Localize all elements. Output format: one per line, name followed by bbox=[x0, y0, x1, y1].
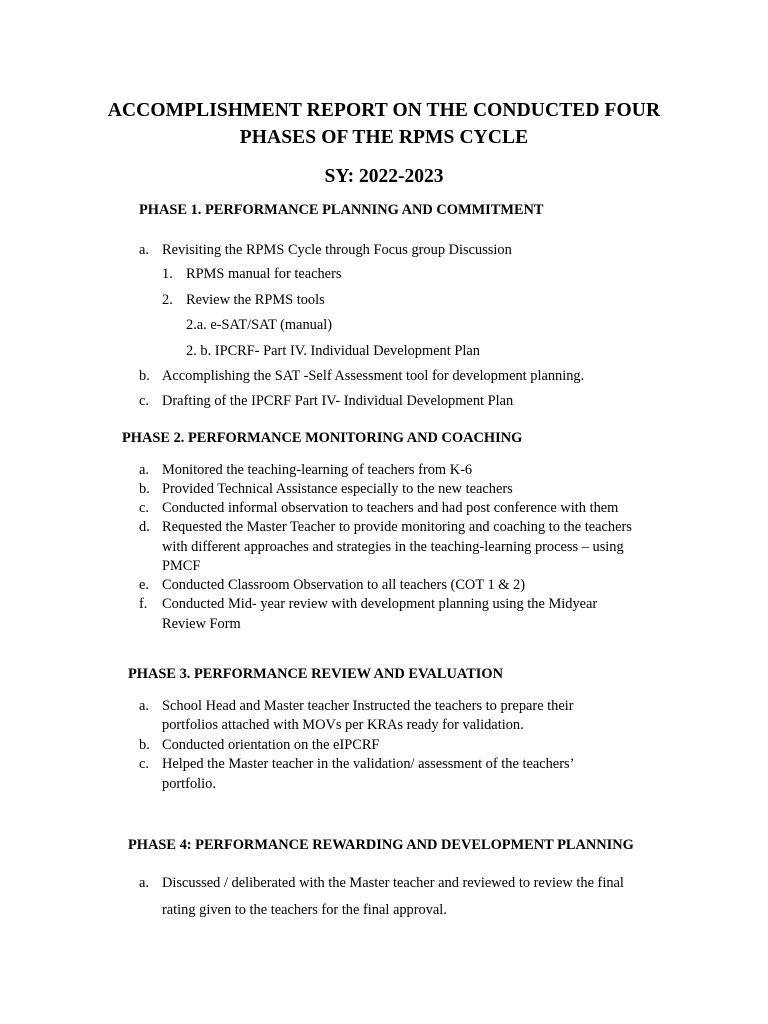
report-title-line1: ACCOMPLISHMENT REPORT ON THE CONDUCTED FOUR bbox=[107, 100, 661, 121]
phase3-item-c-line2: portfolio. bbox=[162, 776, 216, 792]
phase2-heading: PHASE 2. PERFORMANCE MONITORING AND COACHING bbox=[122, 430, 523, 446]
phase2-item-c: Conducted informal observation to teachers and had post conference with them bbox=[162, 500, 619, 516]
phase1-item-a2-marker: 2. bbox=[162, 292, 173, 308]
phase1-item-a-marker: a. bbox=[139, 242, 149, 258]
phase2-item-c-marker: c. bbox=[139, 500, 149, 516]
phase1-item-a1: RPMS manual for teachers bbox=[186, 266, 342, 282]
phase4-item-a-line2: rating given to the teachers for the final approval. bbox=[162, 902, 447, 918]
phase2-item-f-line1: Conducted Mid- year review with development planning using the Midyear bbox=[162, 596, 598, 612]
phase2-item-b-marker: b. bbox=[139, 481, 150, 497]
phase2-item-d-line3: PMCF bbox=[162, 558, 201, 574]
school-year: SY: 2022-2023 bbox=[324, 166, 444, 187]
phase3-item-b-marker: b. bbox=[139, 737, 150, 753]
report-title-line2: PHASES OF THE RPMS CYCLE bbox=[239, 127, 529, 148]
phase3-item-b: Conducted orientation on the eIPCRF bbox=[162, 737, 380, 753]
phase2-item-e-marker: e. bbox=[139, 577, 149, 593]
phase2-item-e: Conducted Classroom Observation to all teachers (COT 1 & 2) bbox=[162, 577, 526, 593]
phase4-item-a-line1: Discussed / deliberated with the Master teacher and reviewed to review the final bbox=[162, 875, 624, 891]
phase2-item-f-marker: f. bbox=[139, 596, 148, 612]
phase2-item-d-line2: with different approaches and strategies in the teaching-learning process – using bbox=[162, 539, 624, 555]
phase1-item-b-marker: b. bbox=[139, 368, 150, 384]
phase3-item-c-line1: Helped the Master teacher in the validation/ assessment of the teachers’ bbox=[162, 756, 575, 772]
phase1-item-c: Drafting of the IPCRF Part IV- Individual Development Plan bbox=[162, 393, 514, 409]
phase1-item-a2: Review the RPMS tools bbox=[186, 292, 325, 308]
phase2-item-a: Monitored the teaching-learning of teachers from K-6 bbox=[162, 462, 473, 478]
phase4-item-a-marker: a. bbox=[139, 875, 149, 891]
phase4-heading: PHASE 4: PERFORMANCE REWARDING AND DEVELOPMENT PLANNING bbox=[128, 837, 634, 853]
phase2-item-a-marker: a. bbox=[139, 462, 149, 478]
phase1-item-a: Revisiting the RPMS Cycle through Focus group Discussion bbox=[162, 242, 512, 258]
phase2-item-d-line1: Requested the Master Teacher to provide monitoring and coaching to the teachers bbox=[162, 519, 632, 535]
phase1-item-b: Accomplishing the SAT -Self Assessment tool for development planning. bbox=[162, 368, 585, 384]
phase1-item-a2b: 2. b. IPCRF- Part IV. Individual Development Plan bbox=[186, 343, 480, 359]
phase2-item-b: Provided Technical Assistance especially to the new teachers bbox=[162, 481, 513, 497]
phase2-item-f-line2: Review Form bbox=[162, 616, 241, 632]
phase1-heading: PHASE 1. PERFORMANCE PLANNING AND COMMITMENT bbox=[139, 202, 544, 218]
phase3-heading: PHASE 3. PERFORMANCE REVIEW AND EVALUATION bbox=[128, 666, 503, 682]
phase3-item-c-marker: c. bbox=[139, 756, 149, 772]
phase2-item-d-marker: d. bbox=[139, 519, 150, 535]
phase3-item-a-marker: a. bbox=[139, 698, 149, 714]
phase1-item-a2a: 2.a. e-SAT/SAT (manual) bbox=[186, 317, 333, 333]
phase1-item-a1-marker: 1. bbox=[162, 266, 173, 282]
phase3-item-a-line1: School Head and Master teacher Instructed the teachers to prepare their bbox=[162, 698, 574, 714]
phase1-item-c-marker: c. bbox=[139, 393, 149, 409]
phase3-item-a-line2: portfolios attached with MOVs per KRAs ready for validation. bbox=[162, 717, 524, 733]
